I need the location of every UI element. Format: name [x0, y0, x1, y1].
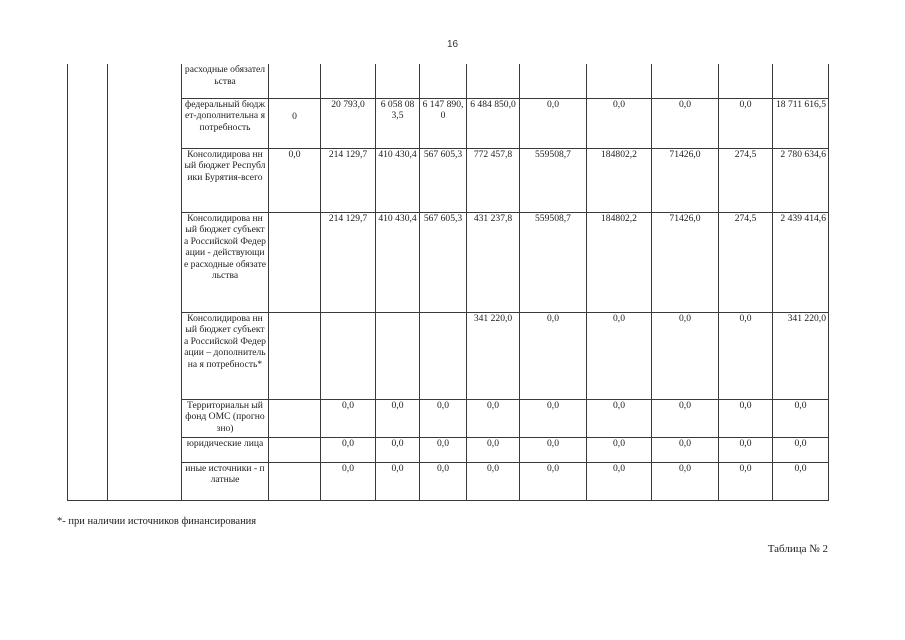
table-row: [68, 462, 829, 500]
source-cell: Консолидирова нный бюджет субъекта Российской Федерации – дополнительна я потребность*: [182, 312, 269, 399]
value-cell: 559508,7: [520, 212, 587, 312]
value-cell: 341 220,0: [773, 312, 829, 399]
value-cell: 0,0: [719, 312, 773, 399]
value-cell: 2 439 414,6: [773, 212, 829, 312]
value-cell: 214 129,7: [321, 212, 376, 312]
value-cell: [269, 98, 321, 148]
value-cell: 0,0: [376, 437, 420, 462]
source-cell: Консолидирова нный бюджет субъекта Российской Федерации - действующие расходные обязательства: [182, 212, 269, 312]
value-cell: 0,0: [652, 312, 719, 399]
value-cell: 0,0: [376, 399, 420, 437]
value-cell: 184802,2: [587, 148, 652, 212]
value-cell: [520, 64, 587, 98]
value-cell: [269, 312, 321, 399]
value-cell: [420, 64, 467, 98]
value-cell: 0,0: [587, 399, 652, 437]
value-cell: 0,0: [587, 98, 652, 148]
merged-column-cell: [108, 64, 182, 500]
value-cell: 6 058 083,5: [376, 98, 420, 148]
table-row: [68, 212, 829, 312]
value-cell: 214 129,7: [321, 148, 376, 212]
merged-column-cell: [68, 64, 108, 500]
table-row: [68, 312, 829, 399]
value-cell: 0,0: [467, 437, 520, 462]
financing-table: [67, 64, 829, 501]
value-cell: 0,0: [420, 399, 467, 437]
value-cell: 431 237,8: [467, 212, 520, 312]
value-cell: [376, 312, 420, 399]
value-cell: 0,0: [719, 98, 773, 148]
value-cell: 0,0: [520, 312, 587, 399]
value-cell: 0,0: [587, 462, 652, 500]
table-row: [68, 98, 829, 148]
value-cell: 0,0: [420, 437, 467, 462]
table-row: [68, 148, 829, 212]
footnote: *- при наличии источников финансирования: [57, 516, 257, 527]
source-cell: иные источники - платные: [182, 462, 269, 500]
value-cell: [376, 64, 420, 98]
value-cell: 0,0: [719, 462, 773, 500]
value-cell: 0,0: [520, 98, 587, 148]
value-cell: 341 220,0: [467, 312, 520, 399]
value-cell: [321, 64, 376, 98]
value-cell: 0,0: [773, 462, 829, 500]
table-caption: Таблица № 2: [767, 543, 828, 555]
value-cell: 20 793,0: [321, 98, 376, 148]
value-cell: [269, 64, 321, 98]
value-cell: [773, 64, 829, 98]
value-cell: 0,0: [652, 437, 719, 462]
value-text: 0: [292, 110, 297, 122]
value-cell: [269, 462, 321, 500]
value-cell: 0,0: [321, 462, 376, 500]
value-cell: 2 780 634,6: [773, 148, 829, 212]
value-cell: 0,0: [520, 462, 587, 500]
source-cell: Территориальн ый фонд ОМС (прогнозно): [182, 399, 269, 437]
value-cell: 0,0: [520, 399, 587, 437]
value-cell: 0,0: [420, 462, 467, 500]
value-cell: 0,0: [719, 399, 773, 437]
value-cell: [321, 312, 376, 399]
value-cell: [652, 64, 719, 98]
value-cell: 0,0: [269, 148, 321, 212]
value-cell: 772 457,8: [467, 148, 520, 212]
value-cell: 0,0: [321, 437, 376, 462]
value-cell: 71426,0: [652, 212, 719, 312]
source-cell: расходные обязательства: [182, 64, 269, 98]
value-cell: 274,5: [719, 148, 773, 212]
table-row: [68, 437, 829, 462]
value-cell: 274,5: [719, 212, 773, 312]
value-cell: 0,0: [587, 312, 652, 399]
value-cell: 567 605,3: [420, 212, 467, 312]
value-cell: 0,0: [520, 437, 587, 462]
value-cell: 0,0: [652, 399, 719, 437]
value-cell: 0,0: [719, 437, 773, 462]
value-cell: 0,0: [467, 462, 520, 500]
value-cell: 0,0: [773, 437, 829, 462]
value-cell: 6 484 850,0: [467, 98, 520, 148]
value-cell: [269, 399, 321, 437]
value-cell: [467, 64, 520, 98]
value-cell: 410 430,4: [376, 212, 420, 312]
source-cell: федеральный бюджет-дополнительна я потребность: [182, 98, 269, 148]
source-cell: Консолидирова нный бюджет Республики Бурятия-всего: [182, 148, 269, 212]
value-cell: 18 711 616,5: [773, 98, 829, 148]
value-cell: 0,0: [587, 437, 652, 462]
table-row: [68, 399, 829, 437]
value-cell: 184802,2: [587, 212, 652, 312]
value-cell: 410 430,4: [376, 148, 420, 212]
value-cell: 559508,7: [520, 148, 587, 212]
value-cell: [719, 64, 773, 98]
value-cell: 71426,0: [652, 148, 719, 212]
value-cell: 6 147 890,0: [420, 98, 467, 148]
value-cell: 0,0: [467, 399, 520, 437]
value-cell: 0,0: [652, 462, 719, 500]
value-cell: [420, 312, 467, 399]
value-cell: [269, 212, 321, 312]
page-number: 16: [446, 39, 459, 50]
table-row: [68, 64, 829, 98]
value-cell: 0,0: [652, 98, 719, 148]
value-cell: 0,0: [376, 462, 420, 500]
value-cell: 0,0: [773, 399, 829, 437]
source-cell: юридические лица: [182, 437, 269, 462]
value-cell: [269, 437, 321, 462]
value-cell: [587, 64, 652, 98]
value-cell: 0,0: [321, 399, 376, 437]
value-cell: 567 605,3: [420, 148, 467, 212]
